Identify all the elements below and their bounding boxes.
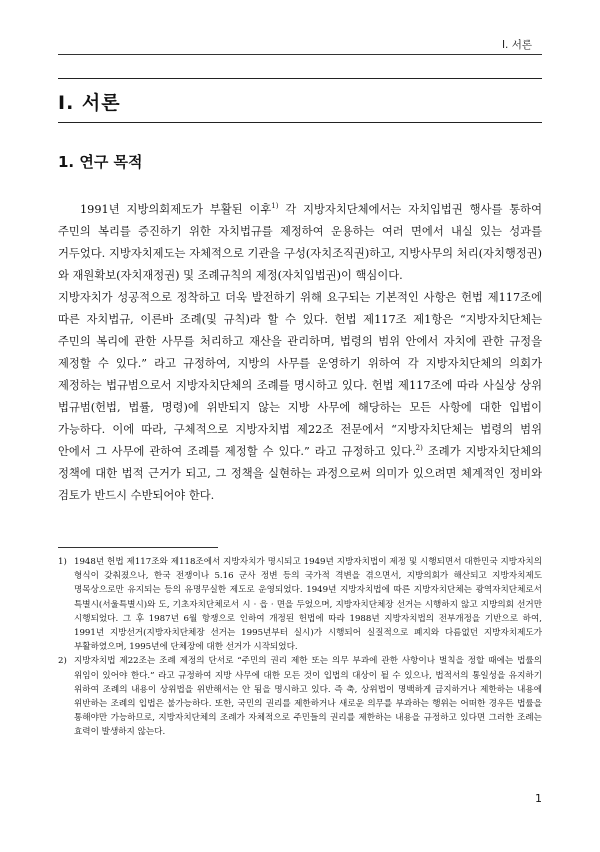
body-text xyxy=(58,199,542,507)
section-title: 1. 연구 목적 xyxy=(58,153,143,171)
chapter-title: Ⅰ. 서론 xyxy=(58,92,121,114)
header-rule xyxy=(58,54,542,55)
paragraph-text: 1991년 지방의회제도가 부활된 이후 xyxy=(80,203,272,216)
chapter-rule-top xyxy=(58,78,542,79)
footnote-text: 지방자치법 제22조는 조례 제정의 단서로 “주민의 권리 제한 또는 의무 부과에 관한 사항이나 벌칙을 정할 때에는 법률의 위임이 있어야 한다.” 라고 규정하여 지방 사무에 대한 모든 것이 입법의 대상이 될 수 있으나, 법적서의 통일성을 유지하기 위하여 조례의 내용이 상위법을 위반해서는 안 됨을 명시하고 있다. 즉 축, 상위법이 명백하게 금지하거나 제한하는 내용에 위반하는 조례의 입법은 불가능하다. 또한, 국민의 권리를 제한하거나 새로운 의무를 부과하는 행위는 어떠한 경우든 법률을 통해야만 가능하므로, 지방자치단체의 조례가 자체적으로 주민들의 권리를 제한하는 내용을 규정하고 있다면 그러한 조례는 효력이 발생하지 않는다. xyxy=(74,656,542,738)
footnote xyxy=(58,555,542,654)
running-header: Ⅰ. 서론 xyxy=(501,39,532,51)
body-paragraph xyxy=(58,287,542,507)
paragraph-text: 각 지방자치단체에서는 자치입법권 행사를 통하여 주민의 복리를 증진하기 위한 자치법규를 제정하여 운용하는 여러 면에서 내실 있는 성과를 거두었다. 지방자치제도는 자체적으로 기관을 구성(자치조직권)하고, 지방사무의 처리(자치행정권)와 재원확보(자치재정권) 및 조례규칙의 제정(자치입법권)이 핵심이다. xyxy=(58,203,542,282)
footnotes xyxy=(58,555,542,740)
footnote-ref[interactable]: 1) xyxy=(271,202,279,211)
chapter-rule-bottom xyxy=(58,122,542,123)
paragraph-text: 조례가 지방자치단체의 정책에 대한 법적 근거가 되고, 그 정책을 실현하는 과정으로써 의미가 있으려면 체계적인 정비와 검토가 반드시 수반되어야 한다. xyxy=(58,445,543,502)
footnote-text: 1948년 헌법 제117조와 제118조에서 지방자치가 명시되고 1949년 지방자치법이 제정 및 시행되면서 대한민국 지방자치의 형식이 갖춰졌으나, 한국 전쟁이나 5.16 군사 정변 등의 국가적 격변을 겪으면서, 지방의회가 해산되고 지방자치제도 명목상으로만 유지되는 등의 유명무실한 제도로 운영되었다. 1949년 지방자치법에 따른 지방자치단체는 광역자치단체로서 특별시(서울특별시)와 도, 기초자치단체로서 시 · 읍 · 면을 두었으며, 지방자치단체장 선거는 시행하지 않고 지방의회 선거만 시행되었다. 그 후 1987년 6월 항쟁으로 인하여 개정된 헌법에 따라 1988년 지방자치법의 전부개정을 기반으로 하여, 1991년 지방선거(지방자치단체장 선거는 1995년부터 실시)가 시행되어 실질적으로 폐지와 다름없던 지방자치제도가 부활하였으며, 1995년에 단체장에 대한 선거가 시작되었다. xyxy=(74,557,542,653)
body-paragraph xyxy=(58,199,542,287)
footnote xyxy=(58,654,542,739)
footnote-rule xyxy=(58,547,218,548)
footnote-number: 2) xyxy=(58,656,67,667)
page-number: 1 xyxy=(535,792,542,805)
footnote-number: 1) xyxy=(58,557,67,567)
footnote-ref[interactable]: 2) xyxy=(415,444,423,453)
paragraph-text: 지방자치가 성공적으로 정착하고 더욱 발전하기 위해 요구되는 기본적인 사항은 헌법 제117조에 따른 자치법규, 이른바 조례(및 규칙)라 할 수 있다. 헌법 제117조 제1항은 “지방자치단체는 주민의 복리에 관한 사무를 처리하고 재산을 관리하며, 법령의 범위 안에서 자치에 관한 규정을 제정할 수 있다.” 라고 규정하여, 지방의 사무를 운영하기 위하여 각 지방자치단체의 의회가 제정하는 법규범으로서 지방자치단체의 조례를 명시하고 있다. 헌법 제117조에 따라 사실상 상위 법규범(헌법, 법률, 명령)에 위반되지 않는 지방 사무에 해당하는 모든 사항에 대한 입법이 가능하다. 이에 따라, 구체적으로 지방자치법 제22조 전문에서 “지방자치단체는 법령의 범위 안에서 그 사무에 관하여 조례를 제정할 수 있다.” 라고 규정하고 있다. xyxy=(58,291,542,458)
